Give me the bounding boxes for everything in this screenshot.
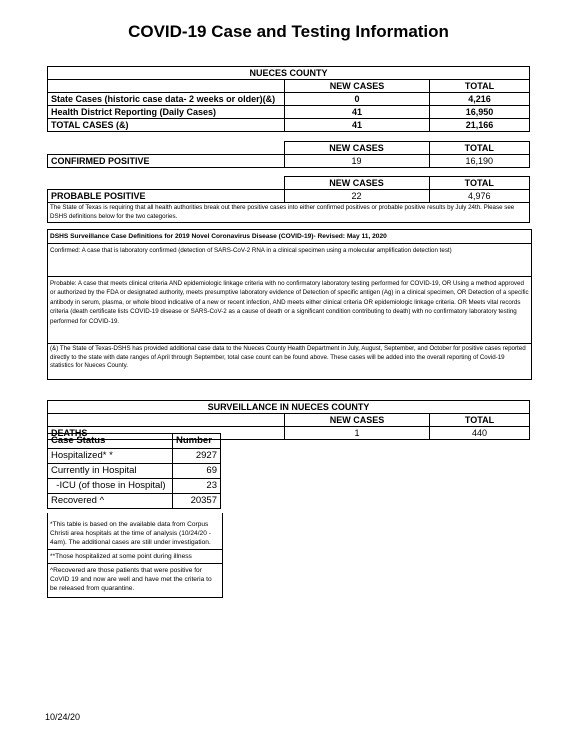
table-row <box>48 464 221 479</box>
table-row <box>48 93 530 106</box>
total-header: TOTAL <box>430 80 530 93</box>
confirmed-table <box>47 141 530 168</box>
case-status-table <box>47 433 221 509</box>
recovered-note: ^Recovered are those patients that were positive for CoVID 19 and now are well and have met the criteria to be released from quarantine. <box>50 567 212 592</box>
row-label: TOTAL CASES (&) <box>48 119 285 132</box>
row-label: Health District Reporting (Daily Cases) <box>48 106 285 119</box>
state-data-note: (&) The State of Texas-DSHS has provided additional case data to the Nueces County Health Department in July, August, September, and October for positive cases reported directly to the state with date ranges of April through September, total case count can be found above. These cases will be added into the overall reporting of Covid-19 statistics for Nueces County. <box>47 343 532 380</box>
status-value: 23 <box>173 479 221 494</box>
status-value: 69 <box>173 464 221 479</box>
table-row <box>48 494 221 509</box>
new-cases-header: NEW CASES <box>284 142 429 155</box>
empty-cell <box>48 177 285 190</box>
nueces-county-table <box>47 66 530 132</box>
empty-cell <box>48 80 285 93</box>
row-label: State Cases (historic case data- 2 weeks or older)(&) <box>48 93 285 106</box>
probable-note: The State of Texas is requiring that all health authorities break out there positive cases into either confirmed positives or probable positive results by July 24th. Please see DSHS definitions below for the two categories. <box>48 203 530 223</box>
empty-cell <box>48 142 285 155</box>
hospitalized-note: **Those hospitalized at some point during illness <box>48 550 222 564</box>
page-title: COVID-19 Case and Testing Information <box>128 22 449 41</box>
table-row <box>48 479 221 494</box>
new-cases-header: NEW CASES <box>285 414 430 427</box>
case-status-header: Case Status <box>48 434 173 449</box>
total-header: TOTAL <box>429 177 530 190</box>
definitions-box <box>47 229 532 344</box>
surveillance-header: SURVEILLANCE IN NUECES COUNTY <box>48 401 530 414</box>
table-row <box>48 449 221 464</box>
nueces-header: NUECES COUNTY <box>48 67 530 80</box>
table-row <box>48 119 530 132</box>
status-label: Hospitalized* * <box>48 449 173 464</box>
status-label: -ICU (of those in Hospital) <box>48 479 173 494</box>
total-header: TOTAL <box>430 414 530 427</box>
confirmed-new: 19 <box>284 155 429 168</box>
probable-new: 22 <box>284 190 429 203</box>
hospital-data-note: *This table is based on the available data from Corpus Christi area hospitals at the time of analysis (10/24/20 - 4am). The additional cases are still under investigation. <box>48 518 222 550</box>
confirmed-label: CONFIRMED POSITIVE <box>48 155 285 168</box>
number-header: Number <box>173 434 221 449</box>
deaths-total: 440 <box>430 427 530 440</box>
confirmed-definition: Confirmed: A case that is laboratory confirmed (detection of SARS-CoV-2 RNA in a clinical specimen using a molecular amplification detection test) <box>48 244 531 277</box>
probable-definition: Probable: A case that meets clinical criteria AND epidemiologic linkage criteria with no confirmatory laboratory testing performed for COVID-19, OR Using a method approved or authorized by the FDA or designated authority, meets presumptive laboratory evidence of Detection of specific antigen (Ag) in a clinical specimen, OR Detection of a specific antibody in serum, plasma, or whole blood indicative of a new or recent infection, AND meets either clinical criteria OR epidemiologic linkage criteria. OR Meets vital records criteria (death certificate lists COVID-19 disease or SARS-CoV-2 as a cause of death or a significant condition contributing to death) with no confirmatory laboratory testing performed for COVID-19. <box>50 280 529 325</box>
status-value: 2927 <box>173 449 221 464</box>
definitions-heading: DSHS Surveillance Case Definitions for 2019 Novel Coronavirus Disease (COVID-19)- Revised: May 11, 2020 <box>48 230 531 244</box>
row-new: 41 <box>285 106 430 119</box>
probable-table <box>47 176 530 223</box>
row-total: 16,950 <box>430 106 530 119</box>
confirmed-total: 16,190 <box>429 155 530 168</box>
deaths-new: 1 <box>285 427 430 440</box>
row-new: 41 <box>285 119 430 132</box>
report-date: 10/24/20 <box>45 712 81 722</box>
deaths-label: DEATHS <box>48 427 285 440</box>
probable-total: 4,976 <box>429 190 530 203</box>
total-header: TOTAL <box>429 142 530 155</box>
row-total: 4,216 <box>430 93 530 106</box>
row-new: 0 <box>285 93 430 106</box>
status-value: 20357 <box>173 494 221 509</box>
status-label: Currently in Hospital <box>48 464 173 479</box>
new-cases-header: NEW CASES <box>284 177 429 190</box>
table-row <box>48 106 530 119</box>
probable-label: PROBABLE POSITIVE <box>48 190 285 203</box>
case-status-notes <box>47 513 223 598</box>
row-total: 21,166 <box>430 119 530 132</box>
status-label: Recovered ^ <box>48 494 173 509</box>
empty-cell <box>48 414 285 427</box>
new-cases-header: NEW CASES <box>285 80 430 93</box>
